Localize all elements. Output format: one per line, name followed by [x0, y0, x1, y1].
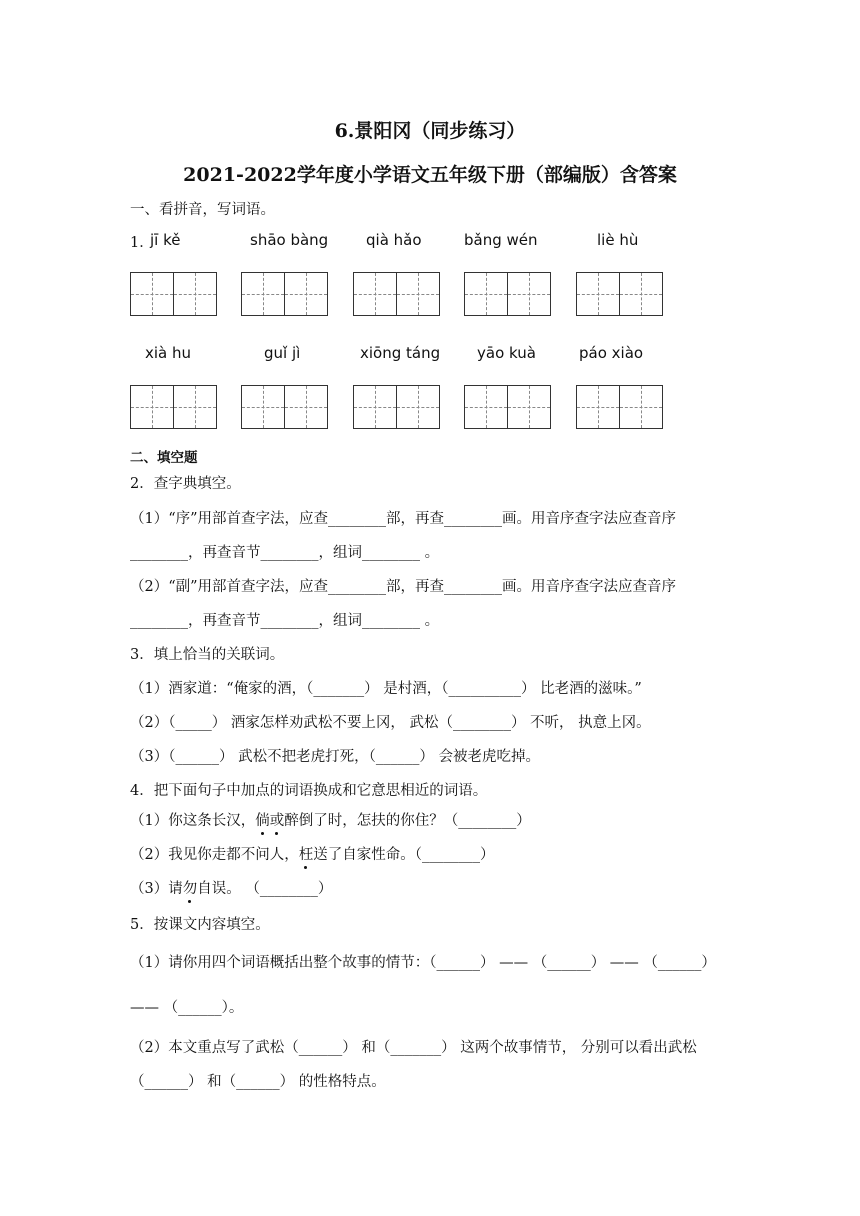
pinyin-9: yāo kuà	[477, 344, 536, 362]
writing-grid[interactable]	[130, 385, 217, 429]
writing-grid[interactable]	[576, 272, 663, 316]
page-subtitle: 2021-2022学年度小学语文五年级下册（部编版）含答案	[183, 164, 677, 186]
writing-grid[interactable]	[464, 272, 551, 316]
dotted-character: 枉	[298, 847, 314, 863]
dotted-character: 倘	[255, 813, 270, 829]
writing-grid[interactable]	[353, 272, 440, 316]
pinyin-3: qià hǎo	[366, 231, 422, 249]
sentence-text: （3）请	[130, 881, 183, 897]
question-1-number: 1．	[130, 235, 154, 251]
writing-grid[interactable]	[241, 272, 328, 316]
question-3-stem: 3．填上恰当的关联词。	[130, 647, 285, 663]
question-5-line: （______） 和（______） 的性格特点。	[130, 1074, 386, 1090]
pinyin-5: liè hù	[597, 231, 639, 249]
sentence-text: 醉倒了时，怎扶的你住？（________）	[284, 813, 531, 829]
writing-grid[interactable]	[241, 385, 328, 429]
pinyin-7: guǐ jì	[264, 344, 301, 362]
pinyin-4: bǎng wén	[464, 231, 538, 249]
question-5-line: （1）请你用四个词语概括出整个故事的情节：（______） —— （______） —— （______）	[130, 955, 716, 971]
page-title: 6.景阳冈（同步练习）	[334, 120, 526, 142]
question-2-line: （1）“序”用部首查字法，应查________部，再查________画。用音序查字法应查音序	[130, 511, 677, 527]
question-5-stem: 5．按课文内容填空。	[130, 917, 270, 933]
question-2-line: ________，再查音节________，组词________ 。	[130, 545, 440, 561]
question-3-line: （3）（______） 武松不把老虎打死，（______） 会被老虎吃掉。	[130, 749, 540, 765]
question-4-stem: 4．把下面句子中加点的词语换成和它意思相近的词语。	[130, 783, 488, 799]
pinyin-2: shāo bàng	[250, 231, 329, 249]
question-5-line: （2）本文重点写了武松（______） 和（_______） 这两个故事情节， 分别可以看出武松	[130, 1040, 697, 1056]
pinyin-10: páo xiào	[579, 344, 644, 362]
sentence-text: （2）我见你走都不问人，	[130, 847, 299, 863]
pinyin-6: xià hu	[145, 344, 192, 362]
question-4-line	[130, 809, 531, 830]
sentence-text: 送了自家性命。（________）	[313, 847, 495, 863]
dotted-character: 或	[269, 813, 285, 829]
writing-grid[interactable]	[464, 385, 551, 429]
question-3-line: （2）（_____） 酒家怎样劝武松不要上冈， 武松（________） 不听， 执意上冈。	[130, 715, 651, 731]
question-2-line: ________，再查音节________，组词________ 。	[130, 613, 440, 629]
writing-grid[interactable]	[353, 385, 440, 429]
pinyin-8: xiōng táng	[360, 344, 441, 362]
section-heading-2: 二、填空题	[130, 450, 198, 466]
question-4-line	[130, 877, 332, 898]
question-2-line: （2）“副”用部首查字法，应查________部，再查________画。用音序查字法应查音序	[130, 579, 677, 595]
sentence-text: 自误。 （________）	[197, 881, 333, 897]
writing-grid[interactable]	[130, 272, 217, 316]
writing-grid[interactable]	[576, 385, 663, 429]
dotted-character: 勿	[182, 881, 198, 897]
question-2-stem: 2．查字典填空。	[130, 476, 241, 492]
section-heading-1: 一、看拼音，写词语。	[130, 202, 275, 218]
question-3-line: （1）酒家道：“俺家的酒，（_______） 是村酒，（__________） 比老酒的滋味。”	[130, 681, 642, 697]
question-5-line: —— （______）。	[130, 1000, 244, 1016]
pinyin-1: jī kě	[150, 231, 181, 249]
sentence-text: （1）你这条长汉，	[130, 813, 256, 829]
question-4-line	[130, 843, 494, 864]
